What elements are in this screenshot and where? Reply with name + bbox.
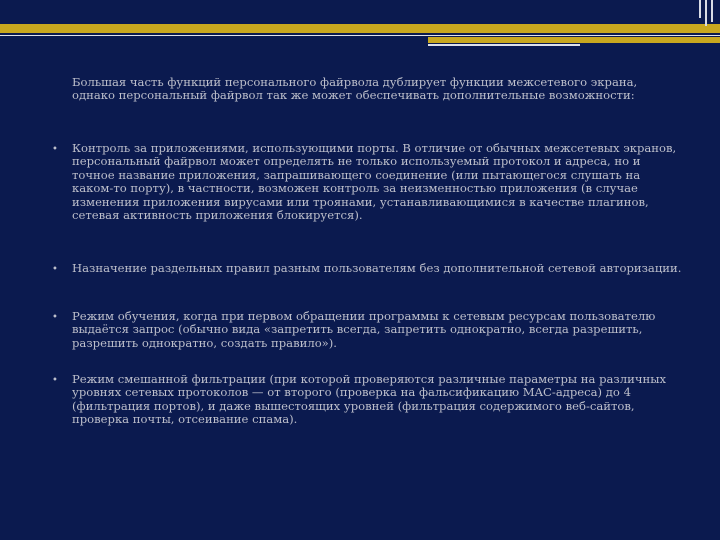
- bullet-text: Режим обучения, когда при первом обращении программы к сетевым ресурсам пользователю выдаётся запрос (обычно вида «запретить всегда, запретить однократно, всегда разрешить, разрешить однократно, создать правило»).: [72, 309, 656, 350]
- bullet-marker: •: [52, 144, 58, 155]
- header-accent-bar: [0, 24, 720, 33]
- header-divider-step: [428, 44, 580, 46]
- decorative-vertical-line: [699, 0, 701, 18]
- bullet-marker: •: [52, 312, 58, 323]
- header-divider-line: [0, 35, 720, 36]
- decorative-vertical-line: [711, 0, 713, 22]
- bullet-text: Контроль за приложениями, использующими порты. В отличие от обычных межсетевых экранов, персональный файрвол может определять не только используемый протокол и адреса, но и точное название приложения, запрашивающего соединение (или пытающегося слушать на каком-то порту), в частности, возможен контроль за неизменностью приложения (в случае изменения приложения вирусами или троянами, устанавливающимися в качестве плагинов, сетевая активность приложения блокируется).: [72, 141, 677, 223]
- bullet-text: Режим смешанной фильтрации (при которой проверяются различные параметры на различных уровнях сетевых протоколов — от второго (проверка на фальсификацию MAC-адреса) до 4 (фильтрация портов), и даже вышестоящих уровней (фильтрация содержимого веб-сайтов, проверка почты, отсеивание спама).: [72, 372, 667, 427]
- header-accent-step: [428, 37, 720, 43]
- decorative-vertical-line: [705, 0, 707, 26]
- bullet-text: Назначение раздельных правил разным пользователям без дополнительной сетевой авторизации.: [72, 261, 682, 275]
- intro-paragraph: Большая часть функций персонального файрвола дублирует функции межсетевого экрана, однако персональный файрвол так же может обеспечивать дополнительные возможности:: [72, 75, 638, 103]
- bullet-marker: •: [52, 264, 58, 275]
- bullet-marker: •: [52, 375, 58, 386]
